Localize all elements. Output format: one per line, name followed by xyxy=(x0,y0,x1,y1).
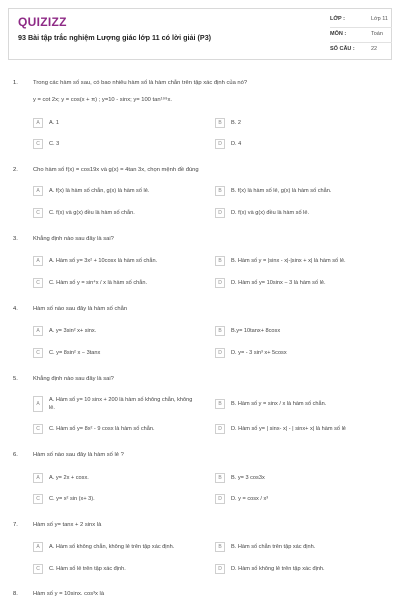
option-letter: B xyxy=(215,256,225,266)
option-letter: D xyxy=(215,564,225,574)
option-letter: B xyxy=(215,473,225,483)
meta-divider xyxy=(330,27,392,28)
option-text: B. y= 3 cos3x xyxy=(231,475,265,481)
question-number: 1. xyxy=(13,80,18,86)
option-letter: D xyxy=(215,278,225,288)
option-text: C. Hàm số lẻ trên tập xác định. xyxy=(49,566,126,572)
option-letter: B xyxy=(215,326,225,336)
option-text: B.y= 10tanx+ 8cosx xyxy=(231,328,281,334)
option-letter: D xyxy=(215,424,225,434)
option-text: B. Hàm số y = sinx / x là hàm số chẵn. xyxy=(231,401,327,407)
option-letter: A xyxy=(33,118,43,128)
option-text: D. Hàm số y= | sinx- x| - | sinx+ x| là hàm số lẻ xyxy=(231,426,346,432)
option-letter: A xyxy=(33,186,43,196)
question-text: Hàm số nào sau đây là hàm số lẻ ? xyxy=(33,452,124,458)
question-text: Cho hàm số f(x) = cos19x và g(x) = 4tan 3x, chọn mệnh đề đúng xyxy=(33,167,199,173)
option-letter: C xyxy=(33,278,43,288)
meta-subject-value: Toán xyxy=(371,31,383,37)
option-text: C. Hàm số y = sin⁴x / x là hàm số chẵn. xyxy=(49,280,147,286)
option-text: B. Hàm số y = |sinx - x|-|sinx + x| là hàm số lẻ. xyxy=(231,258,346,264)
meta-divider xyxy=(330,42,392,43)
option-text: A. y= 3sin² x+ sinx. xyxy=(49,328,97,334)
option-letter: B xyxy=(215,186,225,196)
question-text: Trong các hàm số sau, có bao nhiêu hàm số là hàm chẵn trên tập xác định của nó? xyxy=(33,80,248,86)
meta-class-label: LỚP : xyxy=(330,16,345,22)
option-text: D. Hàm số y= 10sinx − 3 là hàm số lẻ. xyxy=(231,280,326,286)
option-letter: C xyxy=(33,139,43,149)
option-text: B. f(x) là hàm số lẻ, g(x) là hàm số chẵn. xyxy=(231,188,332,194)
question-text: Khẳng định nào sau đây là sai? xyxy=(33,236,114,242)
option-letter: A xyxy=(33,542,43,552)
option-letter: C xyxy=(33,208,43,218)
meta-class-value: Lớp 11 xyxy=(371,16,388,22)
option-letter: A xyxy=(33,473,43,483)
document-title: 93 Bài tập trắc nghiệm Lượng giác lớp 11 có lời giải (P3) xyxy=(18,33,212,42)
question-number: 8. xyxy=(13,591,18,597)
option-text: A. y= 2x + cosx. xyxy=(49,475,89,481)
option-text: D. Hàm số không lẻ trên tập xác định. xyxy=(231,566,325,572)
option-text: B. Hàm số chẵn trên tập xác định. xyxy=(231,544,316,550)
option-text: D. y = cosx / x³ xyxy=(231,496,269,502)
document-header xyxy=(8,8,392,60)
question-number: 6. xyxy=(13,452,18,458)
option-letter: C xyxy=(33,348,43,358)
option-text: D. f(x) và g(x) đều là hàm số lẻ. xyxy=(231,210,310,216)
option-letter: A xyxy=(33,256,43,266)
option-text: C. y= 8sin² x − 3tanx xyxy=(49,350,101,356)
option-text: D. 4 xyxy=(231,141,242,147)
option-text: C. 3 xyxy=(49,141,60,147)
option-letter: D xyxy=(215,139,225,149)
question-number: 5. xyxy=(13,376,18,382)
option-text: A. f(x) là hàm số chẵn, g(x) là hàm số lẻ. xyxy=(49,188,150,194)
option-letter: B xyxy=(215,399,225,409)
option-text: C. y= x² sin (x+ 3). xyxy=(49,496,95,502)
option-text: A. Hàm số không chẵn, không lẻ trên tập xác định. xyxy=(49,544,175,550)
option-text: A. 1 xyxy=(49,120,59,126)
meta-count-label: SỐ CÂU : xyxy=(330,46,355,52)
quizizz-logo: QUIZIZZ xyxy=(18,15,67,29)
option-letter: B xyxy=(215,118,225,128)
question-text: Khẳng định nào sau đây là sai? xyxy=(33,376,114,382)
question-text: Hàm số y= tanx + 2 sinx là xyxy=(33,522,102,528)
option-text: B. 2 xyxy=(231,120,241,126)
question-number: 3. xyxy=(13,236,18,242)
question-number: 2. xyxy=(13,167,18,173)
option-letter: A xyxy=(33,396,43,412)
option-letter: D xyxy=(215,348,225,358)
question-text: Hàm số nào sau đây là hàm số chẵn xyxy=(33,306,128,312)
option-text: D. y= - 3 sin³ x+ 5cosx xyxy=(231,350,287,356)
question-expression: y = cot 2x; y = cos(x + π) ; y=10 - sinx; y= 100 tan¹⁹⁹x. xyxy=(33,97,172,103)
option-letter: C xyxy=(33,564,43,574)
option-letter: D xyxy=(215,494,225,504)
option-text: C. Hàm số y= 8x² - 9 cosx là hàm số chẵn. xyxy=(49,426,155,432)
meta-subject-label: MÔN : xyxy=(330,31,347,37)
option-text: A. Hàm số y= 3x² + 10cosx là hàm số chẵn. xyxy=(49,258,158,264)
option-letter: D xyxy=(215,208,225,218)
question-number: 4. xyxy=(13,306,18,312)
option-letter: C xyxy=(33,494,43,504)
question-text: Hàm số y = 10sinx. cos³x là xyxy=(33,591,105,597)
option-text: C. f(x) và g(x) đều là hàm số chẵn. xyxy=(49,210,135,216)
option-text: A. Hàm số y= 10 sinx + 200 là hàm số không chẵn, không lẻ. xyxy=(49,397,193,411)
option-letter: B xyxy=(215,542,225,552)
option-letter: C xyxy=(33,424,43,434)
meta-count-value: 22 xyxy=(371,46,378,52)
option-letter: A xyxy=(33,326,43,336)
question-number: 7. xyxy=(13,522,18,528)
